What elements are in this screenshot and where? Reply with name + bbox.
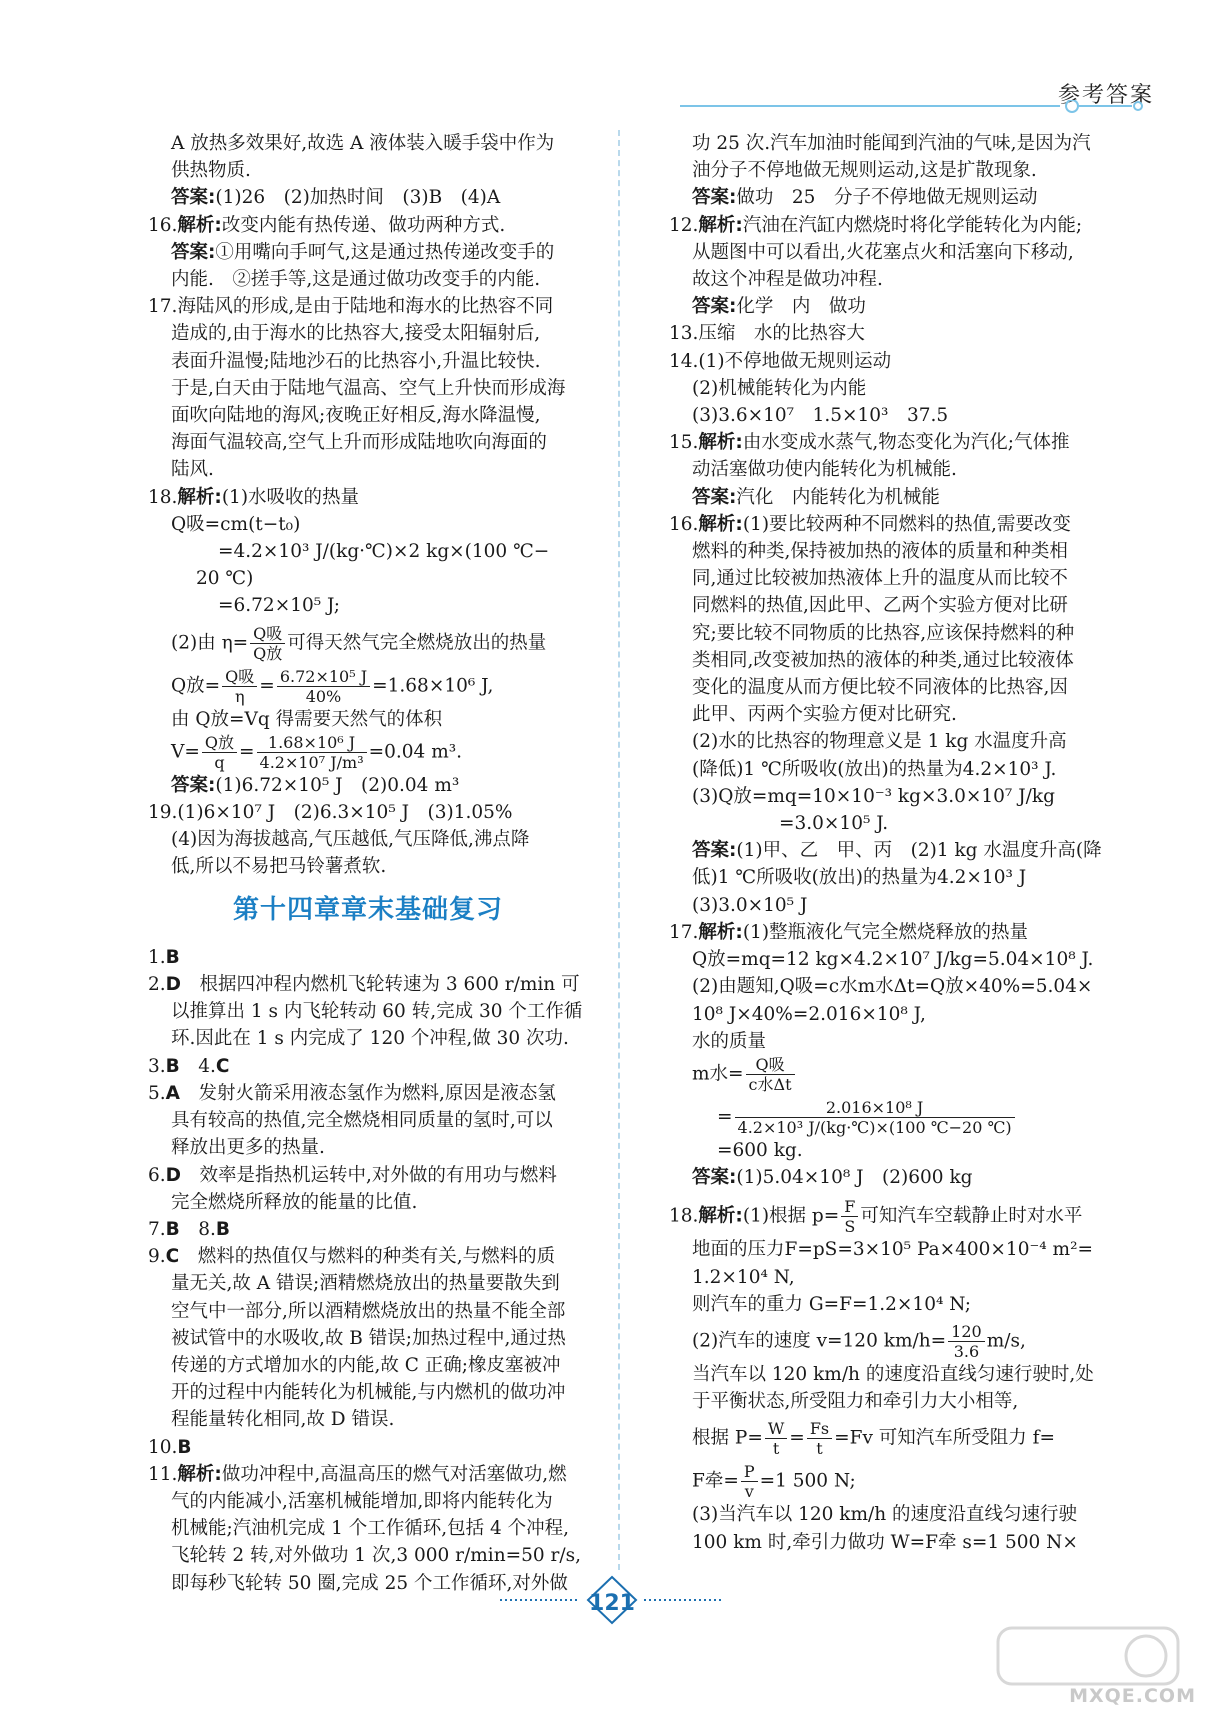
fraction: $\frac{\text{2.016×10⁸ J}}{\text{4.2×10³ J/(kg·℃)×(100 ℃−20 ℃)}}$ [735,1098,1015,1137]
formula-line: m水= $\frac{\text{Q吸}}{\text{c水Δt}}$ [669,1055,1114,1094]
text-line: 从题图中可以看出,火花塞点火和活塞向下移动, [692,241,1074,263]
question-17: 17.解析:(1)整瓶液化气完全燃烧释放的热量 [669,921,1029,943]
answer-line: 答案:(1)5.04×10⁸ J (2)600 kg [692,1167,973,1189]
text-line: 陆风. [171,459,214,481]
question-6: 6.D 效率是指热机运转中,对外做的有用功与燃料 [148,1164,557,1186]
question-10: 10.B [148,1436,192,1458]
question-2: 2.D 根据四冲程内燃机飞轮转速为 3 600 r/min 可 [148,974,580,996]
formula-line: 根据 P= $\frac{W}{t}$ = $\frac{Fs}{t}$ =Fv 可知汽车所受阻力 f= [692,1419,1056,1459]
text-line: 故这个冲程是做功冲程. [692,269,883,291]
text-line: (4)因为海拔越高,气压越低,气压降低,沸点降 [171,829,530,851]
text-line: 功 25 次.汽车加油时能闻到汽油的气味,是因为汽 [692,133,1091,154]
formula-line: =6.72×10⁵ J; [218,595,340,617]
formula-line: (2)汽车的速度 v=120 km/h= $\frac{120}{3.6}$ m/s, [692,1321,1026,1361]
answer-line: 答案:(1)26 (2)加热时间 (3)B (4)A [171,187,501,209]
watermark-text: MXQE.COM [1069,1685,1196,1707]
fraction: $\frac{\text{Q吸}}{\text{Q放}}$ [250,624,285,663]
formula-line: =4.2×10³ J/(kg·℃)×2 kg×(100 ℃− [218,541,550,563]
text-line: 此甲、丙两个实验方便对比研究. [692,704,957,726]
text-line: 表面升温慢;陆地沙石的比热容小,升温比较快. [171,350,541,372]
question-19: 19.(1)6×10⁷ J (2)6.3×10⁵ J (3)1.05% [148,802,513,824]
formula-line: F牵= $\frac{P}{v}$ =1 500 N; [692,1462,856,1502]
fraction: $\frac{Fs}{t}$ [807,1419,832,1458]
text-line: (降低)1 ℃所吸收(放出)的热量为4.2×10³ J. [692,758,1057,780]
formula-line: = $\frac{\text{2.016×10⁸ J}}{\text{4.2×10³ J/(kg·℃)×(100 ℃−20 ℃)}}$ [669,1098,1114,1137]
formula-line: 地面的压力F=pS=3×10⁵ Pa×400×10⁻⁴ m²= [692,1239,1093,1261]
question-13: 13.压缩 水的比热容大 [669,323,865,345]
question-5: 5.A 发射火箭采用液态氢作为燃料,原因是液态氢 [148,1082,556,1104]
formula-line: (3)Q放=mq=10×10⁻³ kg×3.0×10⁷ J/kg [692,785,1055,807]
text-line: 量无关,故 A 错误;酒精燃烧放出的热量要散失到 [171,1273,560,1295]
text-line: 水的质量 [692,1030,767,1052]
right-column [669,130,1114,1556]
text-line: 开的过程中内能转化为机械能,与内燃机的做功冲 [171,1382,566,1404]
text-line: 油分子不停地做无规则运动,这是扩散现象. [692,160,1037,182]
question-17: 17.海陆风的形成,是由于陆地和海水的比热容不同 [148,296,554,318]
section-title: 第十四章章末基础复习 [232,894,503,925]
fraction: $\frac{\text{Q吸}}{\eta}$ [222,667,257,706]
text-line: 同,通过比较被加热液体上升的温度从而比较不 [692,568,1068,590]
question-15: 15.解析:由水变成水蒸气,物态变化为汽化;气体推 [669,432,1070,454]
left-column [148,130,588,1597]
text-line: 变化的温度从而方便比较不同液体的比热容,因 [692,677,1068,699]
text-line: 于是,白天由于陆地气温高、空气上升快而形成海 [171,377,566,399]
text-line: 类相同,改变被加热的液体的种类,通过比较液体 [692,649,1074,671]
answer-line: 答案:汽化 内能转化为机械能 [692,486,940,508]
text-line: 动活塞做功使内能转化为机械能. [692,459,957,481]
text-line: 程能量转化相同,故 D 错误. [171,1409,395,1431]
formula-line: Q放=mq=12 kg×4.2×10⁷ J/kg=5.04×10⁸ J. [692,949,1094,971]
formula-line: Q放= $\frac{\text{Q吸}}{\eta}$ = $\frac{\text{6.72×10⁵ J}}{40\%}$ =1.68×10⁶ J, [171,666,494,706]
text-line: (3)3.6×10⁷ 1.5×10³ 37.5 [692,405,949,427]
question-16: 16.解析:(1)要比较两种不同燃料的热值,需要改变 [669,513,1071,535]
formula-line: 20 ℃) [196,568,254,590]
formula-line: 10⁸ J×40%=2.016×10⁸ J, [692,1003,926,1025]
text-line: 于平衡状态,所受阻力和牵引力大小相等, [692,1391,1019,1413]
question-3-4: 3.B 4.C [148,1055,230,1077]
formula-line: =600 kg. [717,1139,803,1161]
text-line: 面吹向陆地的海风;夜晚正好相反,海水降温慢, [171,405,541,427]
formula-line: (2)由题知,Q吸=c水m水Δt=Q放×40%=5.04× [692,976,1093,998]
fraction: $\frac{P}{v}$ [741,1462,758,1501]
formula-line: =3.0×10⁵ J. [779,813,889,835]
formula-line: Q吸=cm(t−t₀) [171,513,301,535]
text-line: 气的内能减小,活塞机械能增加,即将内能转化为 [171,1490,553,1512]
text-line: 低,所以不易把马铃薯煮软. [171,856,387,878]
page-number: 121 [589,1591,635,1616]
text-line: (2)水的比热容的物理意义是 1 kg 水温度升高 [692,731,1067,753]
text-line: 当汽车以 120 km/h 的速度沿直线匀速行驶时,处 [692,1363,1094,1385]
text-line: 究;要比较不同物质的比热容,应该保持燃料的种 [692,622,1075,644]
question-12: 12.解析:汽油在汽缸内燃烧时将化学能转化为内能; [669,214,1083,236]
formula-line: 1.2×10⁴ N, [692,1266,795,1288]
column-divider [618,130,620,1570]
question-14: 14.(1)不停地做无规则运动 [669,350,892,372]
formula-line: 100 km 时,牵引力做功 W=F牵 s=1 500 N× [692,1531,1078,1553]
text-line: 机械能;汽油机完成 1 个工作循环,包括 4 个冲程, [171,1518,570,1540]
text-line: 低)1 ℃所吸收(放出)的热量为4.2×10³ J [692,867,1027,889]
text-line: 空气中一部分,所以酒精燃烧放出的热量不能全部 [171,1300,566,1322]
text-line: 造成的,由于海水的比热容大,接受太阳辐射后, [171,323,541,345]
answer-line: 答案:化学 内 做功 [692,296,866,318]
text-line: (3)3.0×10⁵ J [692,894,808,916]
text-line: 海面气温较高,空气上升而形成陆地吹向海面的 [171,432,547,454]
text-line: 燃料的种类,保持被加热的液体的质量和种类相 [692,541,1068,563]
fraction: $\frac{F}{S}$ [841,1197,858,1236]
answer-line: 答案:(1)甲、乙 甲、丙 (2)1 kg 水温度升高(降 [692,840,1102,862]
fraction: $\frac{\text{Q吸}}{\text{c水Δt}}$ [746,1055,795,1094]
fraction: $\frac{\text{6.72×10⁵ J}}{40\%}$ [277,667,370,706]
fraction: $\frac{120}{3.6}$ [948,1322,985,1361]
fraction: $\frac{\text{1.68×10⁶ J}}{\text{4.2×10⁷ J/m³}}$ [257,733,367,772]
question-18: 18.解析:(1)水吸收的热量 [148,486,360,508]
text-line: 内能. ②搓手等,这是通过做功改变手的内能. [171,269,541,291]
question-1: 1.B [148,946,180,968]
formula-line: 则汽车的重力 G=F=1.2×10⁴ N; [692,1293,972,1315]
text-line: 传递的方式增加水的内能,故 C 正确;橡皮塞被冲 [171,1354,561,1376]
text-line: (2)机械能转化为内能 [692,377,867,399]
question-7-8: 7.B 8.B [148,1218,231,1240]
text-line: 供热物质. [171,160,251,182]
text-line: 完全燃烧所释放的能量的比值. [171,1191,418,1213]
text-line: 即每秒飞轮转 50 圈,完成 25 个工作循环,对外做 [171,1572,568,1594]
answer-line: 答案:①用嘴向手呵气,这是通过热传递改变手的 [171,241,555,263]
formula-line: V= $\frac{\text{Q放}}{q}$ = $\frac{\text{1.68×10⁶ J}}{\text{4.2×10⁷ J/m³}}$ =0.04 m³. [171,732,463,772]
question-18: 18.解析:(1)根据 p= $\frac{F}{S}$ 可知汽车空载静止时对水平 [669,1197,1083,1237]
running-header: 参考答案 [1057,83,1154,108]
text-line: (3)当汽车以 120 km/h 的速度沿直线匀速行驶 [692,1504,1078,1526]
text-line: 同燃料的热值,因此甲、乙两个实验方便对比研 [692,595,1068,617]
header-decoration [680,100,1150,120]
question-11: 11.解析:做功冲程中,高温高压的燃气对活塞做功,燃 [148,1463,567,1485]
formula-line: (2)由 η= $\frac{\text{Q吸}}{\text{Q放}}$ 可得天然气完全燃烧放出的热量 [171,623,547,663]
text-line: 释放出更多的热量. [171,1137,325,1159]
answer-line: 答案:做功 25 分子不停地做无规则运动 [692,187,1038,209]
fraction: $\frac{\text{Q放}}{q}$ [202,733,237,772]
answer-line: 答案:(1)6.72×10⁵ J (2)0.04 m³ [171,774,460,796]
text-line: A 放热多效果好,故选 A 液体装入暖手袋中作为 [171,133,555,154]
text-line: 飞轮转 2 转,对外做功 1 次,3 000 r/min=50 r/s, [171,1545,581,1567]
text-line: 以推算出 1 s 内飞轮转动 60 转,完成 30 个工作循 [171,1001,583,1023]
question-16: 16.解析:改变内能有热传递、做功两种方式. [148,214,506,236]
fraction: $\frac{W}{t}$ [765,1419,787,1458]
text-line: 由 Q放=Vq 得需要天然气的体积 [171,708,443,730]
text-line: 环.因此在 1 s 内完成了 120 个冲程,做 30 次功. [171,1028,569,1050]
question-9: 9.C 燃料的热值仅与燃料的种类有关,与燃料的质 [148,1246,556,1268]
text-line: 具有较高的热值,完全燃烧相同质量的氢时,可以 [171,1110,553,1132]
text-line: 被试管中的水吸收,故 B 错误;加热过程中,通过热 [171,1327,566,1349]
